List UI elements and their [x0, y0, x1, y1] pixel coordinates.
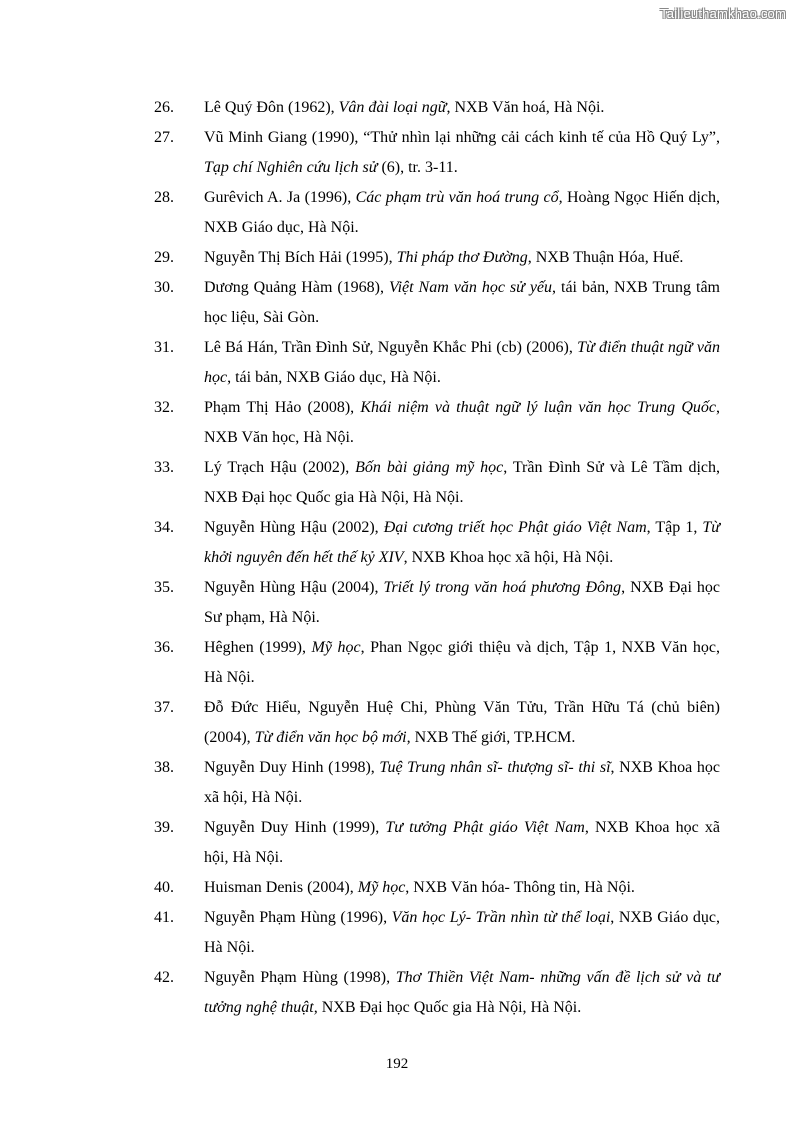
reference-segment: Hoàng Ngọc Hiến dịch, NXB Giáo dục, Hà Nội.	[204, 189, 721, 236]
reference-text	[204, 279, 720, 326]
reference-item	[154, 963, 720, 1023]
page-number: 192	[385, 1056, 409, 1072]
reference-segment: Nguyễn Duy Hinh (1998),	[204, 759, 380, 776]
reference-segment: , Trần Đình Sử và Lê Tầm dịch, NXB Đại học Quốc gia Hà Nội, Hà Nội.	[204, 459, 721, 506]
reference-segment: , NXB Văn học, Hà Nội.	[204, 399, 721, 446]
reference-title: Tư tưởng Phật giáo Việt Nam	[385, 819, 585, 836]
reference-item	[154, 693, 720, 753]
reference-number: 39.	[154, 819, 174, 836]
reference-text	[204, 579, 720, 626]
reference-title: Thi pháp thơ Đường	[396, 249, 528, 266]
reference-title: Việt Nam văn học sử yếu	[389, 279, 553, 296]
reference-item	[154, 633, 720, 693]
reference-number: 33.	[154, 459, 174, 476]
reference-segment: , NXB Khoa học xã hội, Hà Nội.	[204, 819, 720, 866]
reference-segment: Lý Trạch Hậu (2002),	[204, 459, 356, 476]
reference-number: 28.	[154, 189, 174, 206]
reference-text	[204, 909, 720, 956]
reference-number: 35.	[154, 579, 174, 596]
reference-segment: , tái bản, NXB Trung tâm học liệu, Sài Gòn.	[204, 279, 721, 326]
reference-title: Đại cương triết học Phật giáo Việt Nam	[383, 519, 647, 536]
reference-title: Vân đài loại ngữ	[338, 99, 447, 116]
reference-text	[204, 519, 720, 566]
reference-item	[154, 393, 720, 453]
reference-segment: Nguyễn Phạm Hùng (1996),	[204, 909, 392, 926]
reference-number: 30.	[154, 279, 174, 296]
reference-segment: , NXB Thuận Hóa, Huế.	[527, 249, 684, 266]
reference-text	[204, 879, 635, 896]
reference-text	[204, 99, 604, 116]
reference-text	[204, 699, 720, 746]
reference-segment: , NXB Khoa học xã hội, Hà Nội.	[204, 759, 720, 806]
reference-text	[204, 759, 720, 806]
reference-number: 41.	[154, 909, 174, 926]
reference-title: Từ điển thuật ngữ văn học	[204, 339, 721, 386]
reference-number: 31.	[154, 339, 174, 356]
reference-title: Tạp chí Nghiên cứu lịch sử	[204, 159, 378, 176]
reference-segment: , NXB Văn hoá, Hà Nội.	[446, 99, 605, 116]
reference-text	[204, 129, 720, 176]
reference-item	[154, 93, 720, 123]
reference-item	[154, 243, 720, 273]
reference-item	[154, 513, 720, 573]
reference-item	[154, 903, 720, 963]
reference-number: 27.	[154, 129, 174, 146]
reference-segment: , Phan Ngọc giới thiệu và dịch, Tập 1, NXB Văn học, Hà Nội.	[204, 639, 721, 686]
reference-item	[154, 453, 720, 513]
reference-title: Từ điển văn học bộ mới,	[254, 729, 411, 746]
reference-segment: , NXB Văn hóa- Thông tin, Hà Nội.	[405, 879, 635, 896]
reference-item	[154, 753, 720, 813]
reference-item	[154, 873, 720, 903]
reference-segment: (6), tr. 3-11.	[377, 159, 458, 176]
reference-title: Văn học Lý- Trần nhìn từ thể loại	[391, 909, 611, 926]
watermark: Tailieuthamkhao.com	[660, 6, 786, 21]
reference-segment: Dương Quảng Hàm (1968),	[204, 279, 389, 296]
reference-segment: , NXB Khoa học xã hội, Hà Nội.	[403, 549, 614, 566]
reference-number: 29.	[154, 249, 174, 266]
reference-text	[204, 819, 720, 866]
reference-number: 36.	[154, 639, 174, 656]
reference-segment: Nguyễn Hùng Hậu (2004),	[204, 579, 384, 596]
reference-segment: Nguyễn Thị Bích Hải (1995),	[204, 249, 397, 266]
reference-segment: Vũ Minh Giang (1990), “Thử nhìn lại những cải cách kinh tế của Hồ Quý Ly”,	[204, 129, 720, 146]
reference-text	[204, 969, 720, 1016]
reference-item	[154, 123, 720, 183]
reference-title: Các phạm trù văn hoá trung cổ,	[355, 189, 563, 206]
reference-item	[154, 183, 720, 243]
reference-title: Tuệ Trung nhân sĩ- thượng sĩ- thi sĩ	[379, 759, 611, 776]
reference-item	[154, 573, 720, 633]
reference-segment: , Tập 1,	[646, 519, 703, 536]
reference-segment: Nguyễn Hùng Hậu (2002),	[204, 519, 384, 536]
reference-text	[204, 339, 720, 386]
reference-segment: NXB Đại học Quốc gia Hà Nội, Hà Nội.	[317, 999, 582, 1016]
reference-segment: Lê Bá Hán, Trần Đình Sử, Nguyễn Khắc Phi (cb) (2006),	[204, 339, 578, 356]
reference-title: Mỹ học	[357, 879, 406, 896]
reference-segment: Lê Quý Đôn (1962),	[204, 99, 339, 116]
reference-segment: Đỗ Đức Hiểu, Nguyễn Huệ Chi, Phùng Văn Tửu, Trần Hữu Tá (chủ biên) (2004),	[204, 699, 720, 746]
reference-segment: Nguyễn Phạm Hùng (1998),	[204, 969, 396, 986]
reference-number: 37.	[154, 699, 174, 716]
reference-text	[204, 249, 683, 266]
reference-segment: Nguyễn Duy Hinh (1999),	[204, 819, 386, 836]
reference-number: 32.	[154, 399, 174, 416]
reference-segment: Phạm Thị Hảo (2008),	[204, 399, 361, 416]
reference-number: 42.	[154, 969, 174, 986]
reference-title: Mỹ học	[311, 639, 361, 656]
reference-segment: , tái bản, NXB Giáo dục, Hà Nội.	[227, 369, 441, 386]
reference-segment: NXB Thế giới, TP.HCM.	[410, 729, 576, 746]
reference-text	[204, 189, 720, 236]
reference-segment: , NXB Giáo dục, Hà Nội.	[204, 909, 721, 956]
reference-item	[154, 333, 720, 393]
reference-list	[154, 93, 720, 1023]
reference-item	[154, 813, 720, 873]
reference-text	[204, 639, 720, 686]
reference-number: 38.	[154, 759, 174, 776]
reference-title: Thơ Thiền Việt Nam- những vấn đề lịch sử và tư tưởng nghệ thuật,	[204, 969, 720, 1016]
reference-segment: , NXB Đại học Sư phạm, Hà Nội.	[204, 579, 721, 626]
reference-segment: Hêghen (1999),	[204, 639, 312, 656]
reference-item	[154, 273, 720, 333]
reference-number: 34.	[154, 519, 174, 536]
reference-title: Triết lý trong văn hoá phương Đông	[383, 579, 622, 596]
reference-title: Khái niệm và thuật ngữ lý luận văn học Trung Quốc	[360, 399, 717, 416]
reference-text	[204, 399, 720, 446]
reference-title: Bốn bài giảng mỹ học	[355, 459, 504, 476]
reference-title: Từ khởi nguyên đến hết thế kỷ XIV	[204, 519, 720, 566]
reference-number: 40.	[154, 879, 174, 896]
reference-text	[204, 459, 720, 506]
reference-segment: Gurêvich A. Ja (1996),	[204, 189, 356, 206]
reference-number: 26.	[154, 99, 174, 116]
reference-segment: Huisman Denis (2004),	[204, 879, 358, 896]
